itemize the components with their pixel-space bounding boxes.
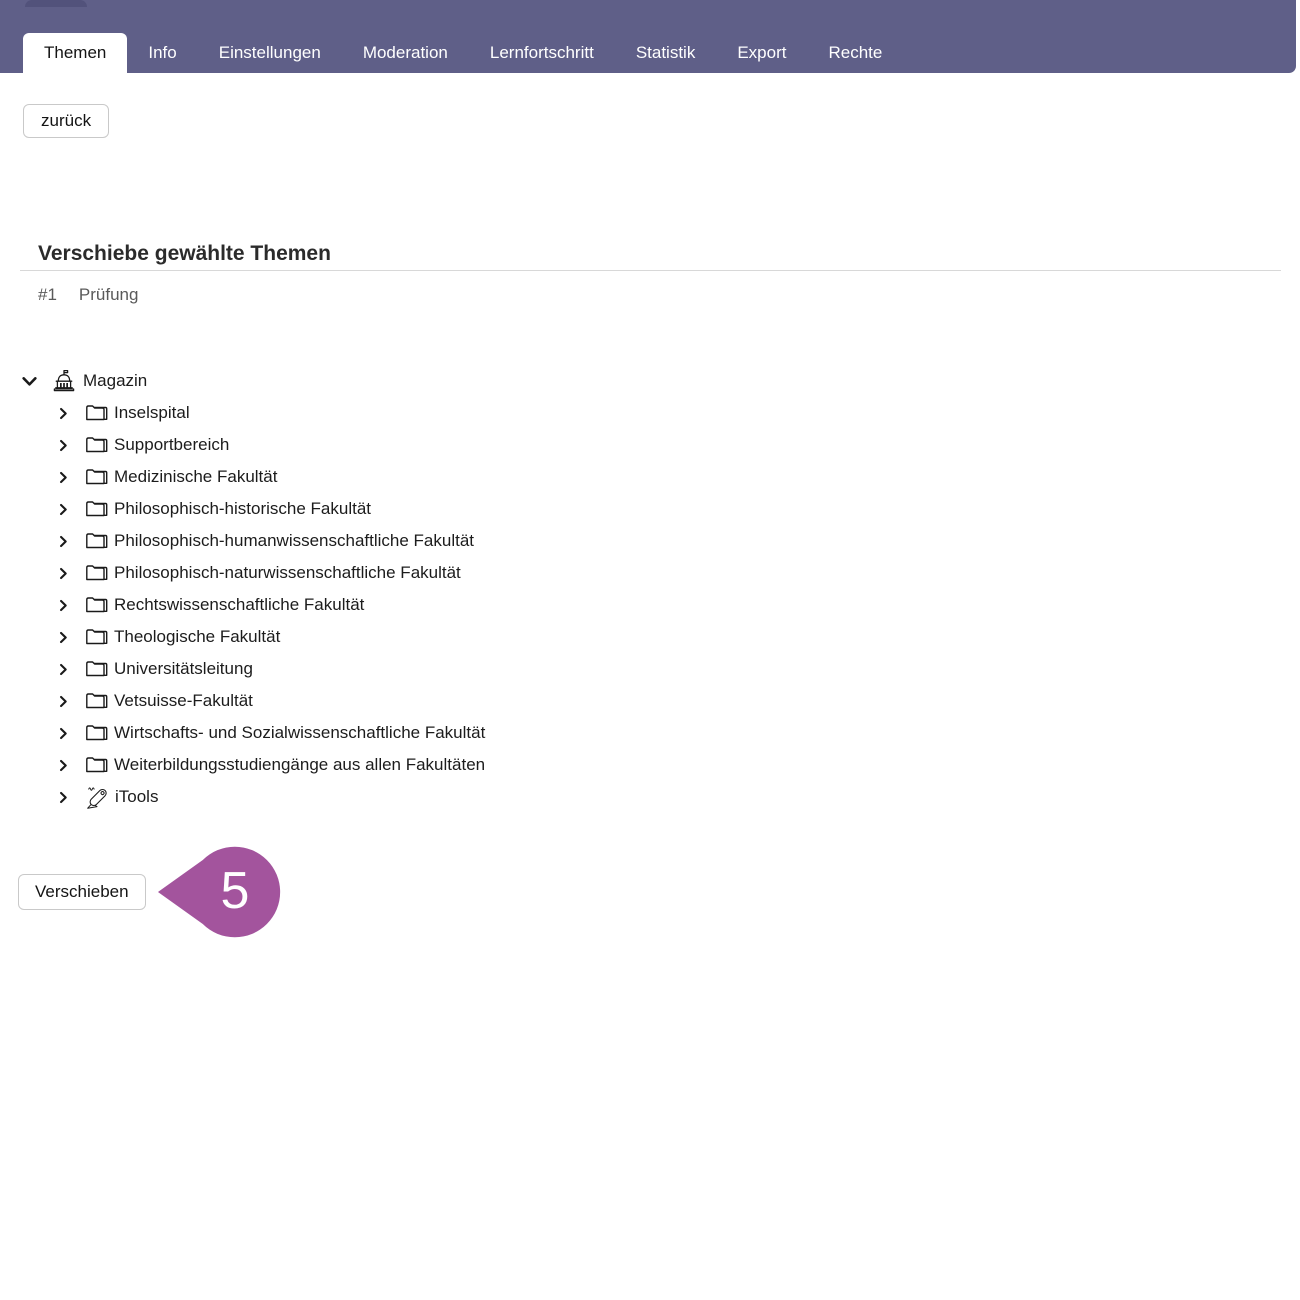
selected-topic-row xyxy=(38,285,138,305)
folder-icon xyxy=(85,723,109,743)
tree-item[interactable] xyxy=(20,653,720,685)
chevron-right-icon[interactable] xyxy=(57,535,70,548)
page-title: Verschiebe gewählte Themen xyxy=(38,242,331,265)
tree-item[interactable] xyxy=(20,589,720,621)
tree-item[interactable] xyxy=(20,429,720,461)
folder-icon xyxy=(85,499,109,519)
tab-moderation[interactable]: Moderation xyxy=(362,43,448,62)
chevron-right-icon[interactable] xyxy=(57,567,70,580)
folder-tree xyxy=(20,365,720,813)
tree-item[interactable] xyxy=(20,621,720,653)
folder-icon xyxy=(85,691,109,711)
folder-icon xyxy=(85,755,109,775)
university-icon xyxy=(50,369,78,393)
folder-icon xyxy=(85,627,109,647)
folder-icon xyxy=(85,467,109,487)
chevron-right-icon[interactable] xyxy=(57,599,70,612)
tree-item[interactable] xyxy=(20,749,720,781)
tree-item-label[interactable]: Wirtschafts- und Sozialwissenschaftliche Fakultät xyxy=(114,723,486,742)
chevron-right-icon[interactable] xyxy=(57,663,70,676)
chevron-right-icon[interactable] xyxy=(57,439,70,452)
chevron-right-icon[interactable] xyxy=(57,791,70,804)
tab-export[interactable]: Export xyxy=(737,43,787,62)
tree-item[interactable] xyxy=(20,717,720,749)
chevron-right-icon[interactable] xyxy=(57,759,70,772)
folder-icon xyxy=(85,659,109,679)
tree-item[interactable] xyxy=(20,493,720,525)
tree-item-label[interactable]: Supportbereich xyxy=(114,435,230,454)
move-button[interactable]: Verschieben xyxy=(18,874,146,910)
tree-item-label[interactable]: Weiterbildungsstudiengänge aus allen Fakultäten xyxy=(114,755,486,774)
folder-icon xyxy=(85,563,109,583)
tab-rechte[interactable]: Rechte xyxy=(828,43,883,62)
tab-info[interactable]: Info xyxy=(148,43,177,62)
folder-icon xyxy=(85,531,109,551)
tree-item-label[interactable]: Philosophisch-naturwissenschaftliche Fakultät xyxy=(114,563,461,582)
chevron-right-icon[interactable] xyxy=(57,631,70,644)
folder-icon xyxy=(85,403,109,423)
tree-item-label[interactable]: Theologische Fakultät xyxy=(114,627,281,646)
tab-statistik[interactable]: Statistik xyxy=(635,43,696,62)
chevron-down-icon[interactable] xyxy=(21,373,38,390)
tab-bar xyxy=(0,0,1296,73)
tree-item[interactable] xyxy=(20,525,720,557)
section-divider xyxy=(20,270,1281,271)
chevron-right-icon[interactable] xyxy=(57,407,70,420)
tree-item[interactable] xyxy=(20,557,720,589)
tree-item-label[interactable]: Inselspital xyxy=(114,403,190,422)
background-tab-remnant xyxy=(25,0,87,7)
tree-root-magazin[interactable] xyxy=(20,365,720,397)
folder-icon xyxy=(85,435,109,455)
topic-index: #1 xyxy=(38,285,57,304)
tab-einstellungen[interactable]: Einstellungen xyxy=(218,43,321,62)
chevron-right-icon[interactable] xyxy=(57,471,70,484)
chevron-right-icon[interactable] xyxy=(57,503,70,516)
tree-item[interactable] xyxy=(20,461,720,493)
tree-item[interactable] xyxy=(20,397,720,429)
pocket-knife-icon xyxy=(85,785,110,810)
tree-root-label[interactable]: Magazin xyxy=(83,371,148,390)
tab-lernfortschritt[interactable]: Lernfortschritt xyxy=(489,43,594,62)
tree-item-label[interactable]: Vetsuisse-Fakultät xyxy=(114,691,253,710)
tree-item-label[interactable]: Medizinische Fakultät xyxy=(114,467,278,486)
tree-item-label[interactable]: Philosophisch-historische Fakultät xyxy=(114,499,372,518)
tree-children xyxy=(20,397,720,813)
tree-item-label[interactable]: iTools xyxy=(115,787,159,806)
chevron-right-icon[interactable] xyxy=(57,727,70,740)
annotation-balloon-5 xyxy=(156,845,286,939)
nav-tab-list xyxy=(23,33,903,73)
tree-item-label[interactable]: Universitätsleitung xyxy=(114,659,253,678)
back-button[interactable]: zurück xyxy=(23,104,109,138)
topic-title: Prüfung xyxy=(78,285,139,304)
tree-item[interactable] xyxy=(20,781,720,813)
tree-item-label[interactable]: Rechtswissenschaftliche Fakultät xyxy=(114,595,365,614)
tab-themen[interactable]: Themen xyxy=(23,33,127,73)
tree-item[interactable] xyxy=(20,685,720,717)
tree-item-label[interactable]: Philosophisch-humanwissenschaftliche Fakultät xyxy=(114,531,475,550)
chevron-right-icon[interactable] xyxy=(57,695,70,708)
folder-icon xyxy=(85,595,109,615)
annotation-number: 5 xyxy=(220,862,250,920)
